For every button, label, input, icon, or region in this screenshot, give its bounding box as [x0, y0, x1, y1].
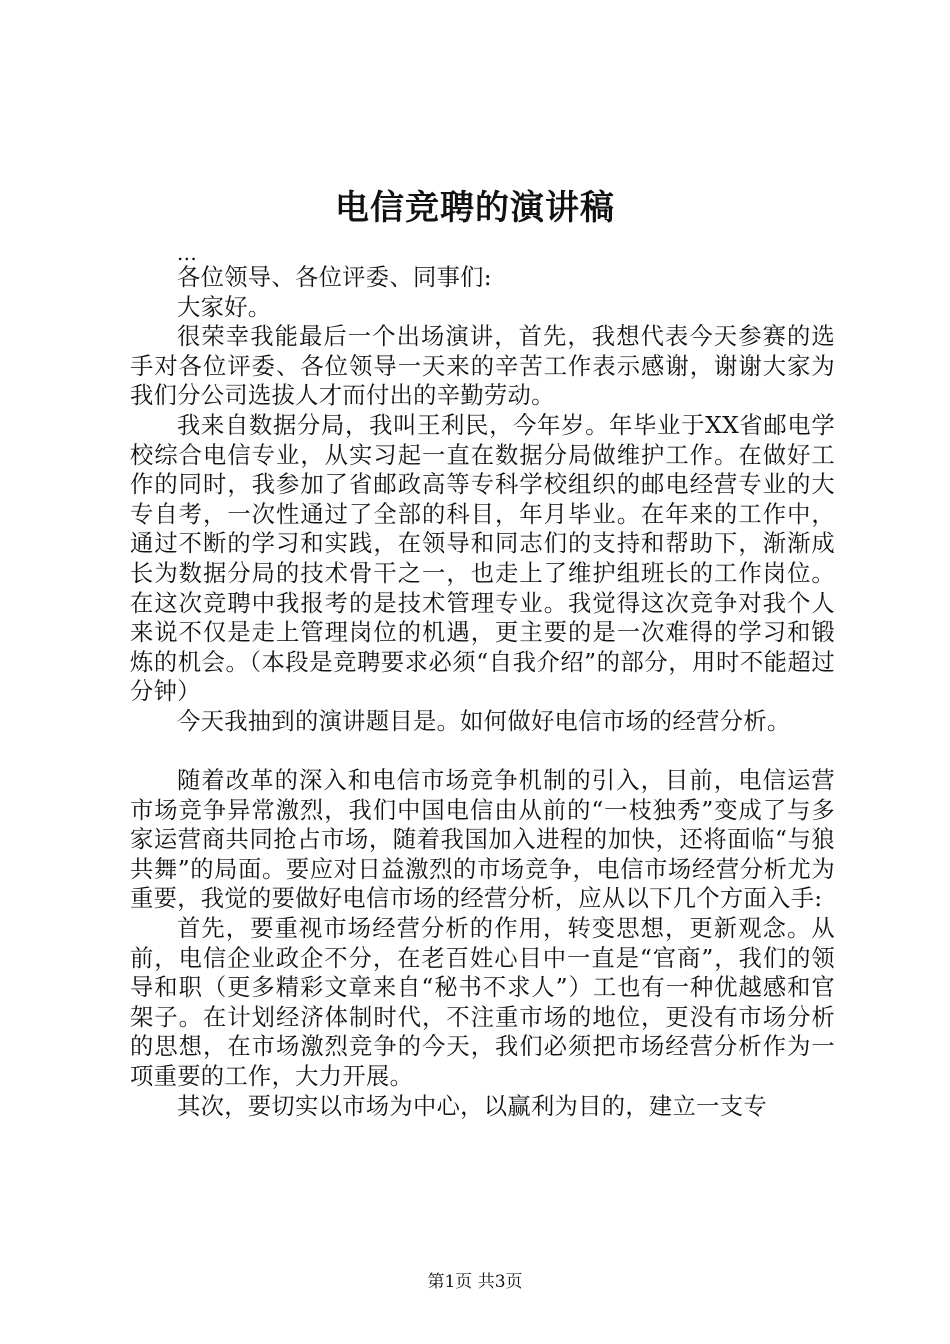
page-title: 电信竞聘的演讲稿 — [335, 188, 615, 228]
page-number: 第1页 共3页 — [427, 1272, 523, 1292]
paragraph-first-point: 首先，要重视市场经营分析的作用，转变思想，更新观念。从前，电信企业政企不分，在老百姓心目中一直是“官商”，我们的领导和职（更多精彩文章来自“秘书不求人”）工也有一种优越感和官架子。在计划经济体制时代，不注重市场的地位，更没有市场分析的思想，在市场激烈竞争的今天，我们必须把市场经营分析作为一项重要的工作，大力开展。 — [130, 915, 835, 1091]
paragraph-second-point: 其次，要切实以市场为中心，以赢利为目的，建立一支专 — [177, 1092, 767, 1120]
salutation: 各位领导、各位评委、同事们: — [177, 264, 492, 291]
paragraph-topic: 今天我抽到的演讲题目是。如何做好电信市场的经营分析。 — [177, 707, 791, 735]
greeting: 大家好。 — [177, 293, 272, 321]
paragraph-self-introduction: 我来自数据分局，我叫王利民，今年岁。年毕业于XX省邮电学校综合电信专业，从实习起一直在数据分局做维护工作。在做好工作的同时，我参加了省邮政高等专科学校组织的邮电经营专业的大专自考，一次性通过了全部的科目，年月毕业。在年来的工作中，通过不断的学习和实践，在领导和同志们的支持和帮助下，渐渐成长为数据分局的技术骨干之一，也走上了维护组班长的工作岗位。在这次竞聘中我报考的是技术管理专业。我觉得这次竞争对我个人来说不仅是走上管理岗位的机遇，更主要的是一次难得的学习和锻炼的机会。（本段是竞聘要求必须“自我介绍”的部分，用时不能超过分钟） — [130, 411, 835, 706]
paragraph-thanks: 很荣幸我能最后一个出场演讲，首先，我想代表今天参赛的选手对各位评委、各位领导一天来的辛苦工作表示感谢，谢谢大家为我们分公司选拔人才而付出的辛勤劳动。 — [130, 323, 835, 410]
paragraph-market-background: 随着改革的深入和电信市场竞争机制的引入，目前，电信运营市场竞争异常激烈，我们中国电信由从前的“一枝独秀”变成了与多家运营商共同抢占市场，随着我国加入进程的加快，还将面临“与狼共舞”的局面。要应对日益激烈的市场竞争，电信市场经营分析尤为重要，我觉的要做好电信市场的经营分析，应从以下几个方面入手: — [130, 767, 835, 913]
document-body — [130, 243, 835, 1121]
ellipsis: ... — [177, 241, 197, 265]
